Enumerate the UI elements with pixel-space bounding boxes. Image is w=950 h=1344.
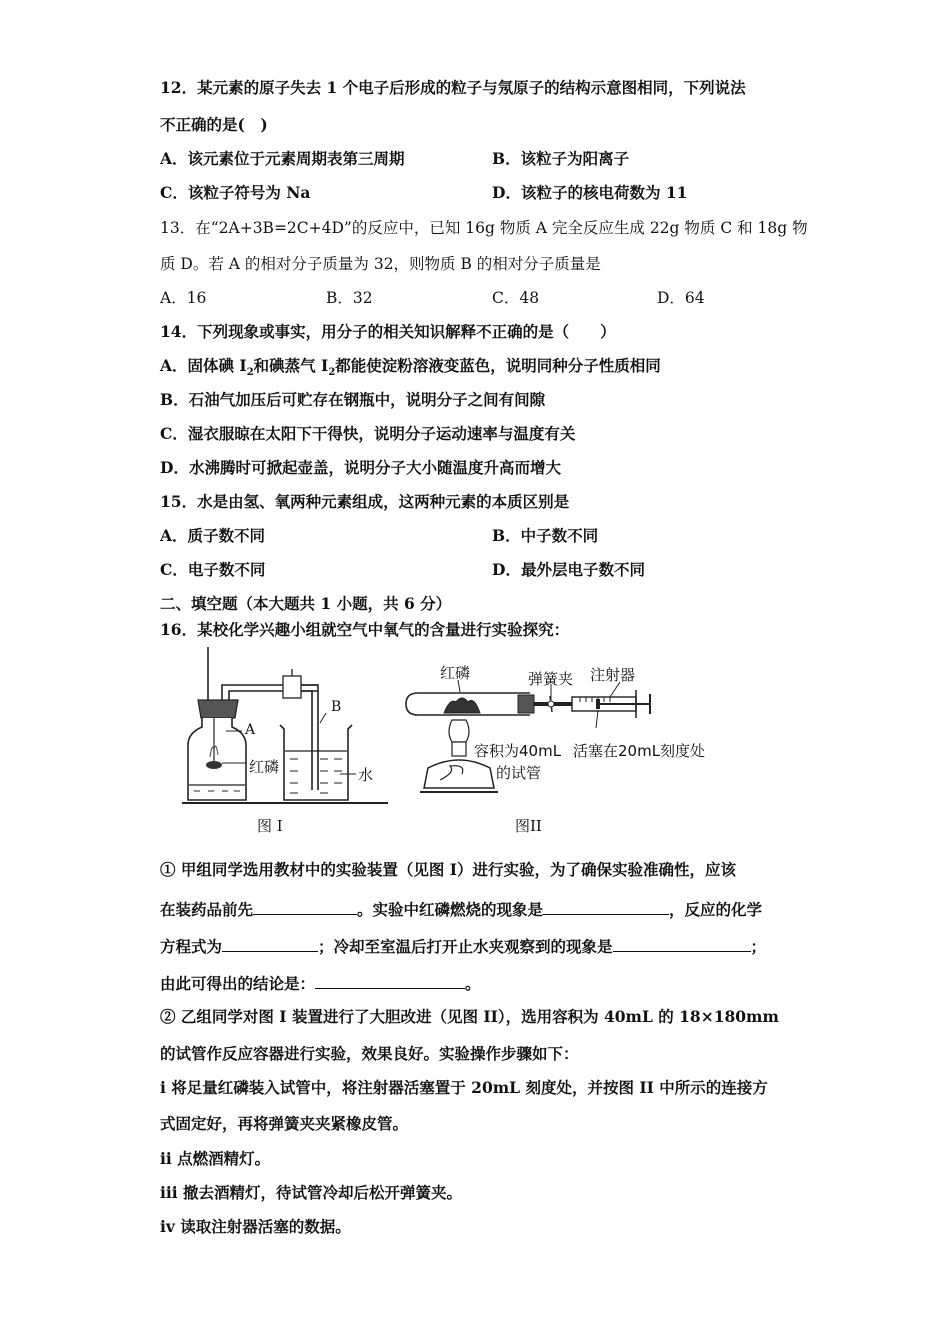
- q12-option-d: D．该粒子的核电荷数为 11: [492, 183, 688, 202]
- label-b: B: [331, 699, 342, 715]
- q13-option-c: C．48: [492, 289, 540, 307]
- q12-stem-line1: 12．某元素的原子失去 1 个电子后形成的粒子与氖原子的结构示意图相同，下列说法: [160, 78, 746, 97]
- answer-blank-1[interactable]: [253, 898, 357, 915]
- q12-stem-line2: 不正确的是( ): [160, 115, 268, 134]
- part2-line1: ② 乙组同学对图 I 装置进行了大胆改进（见图 II），选用容积为 40mL 的 18×180mm: [160, 1007, 779, 1026]
- clamp-icon: [283, 676, 301, 698]
- step1-line2: 式固定好，再将弹簧夹夹紧橡皮管。: [160, 1114, 409, 1133]
- q12-option-a: A．该元素位于元素周期表第三周期: [160, 149, 405, 168]
- figure-1-caption: 图 I: [257, 817, 283, 835]
- label-red-phosphorus-2: 红磷: [440, 664, 471, 682]
- q15-option-b: B．中子数不同: [492, 526, 599, 545]
- answer-blank-5[interactable]: [315, 972, 465, 989]
- q13-option-b: B．32: [326, 289, 373, 307]
- step2: ii 点燃酒精灯。: [160, 1149, 271, 1168]
- part1-line2: 在装药品前先 。实验中红磷燃烧的现象是 ，反应的化学: [160, 900, 763, 919]
- q14-option-b: B．石油气加压后可贮存在钢瓶中，说明分子之间有间隙: [160, 390, 546, 409]
- step3: iii 撤去酒精灯，待试管冷却后松开弹簧夹。: [160, 1183, 463, 1202]
- part1-line1: ① 甲组同学选用教材中的实验装置（见图 I）进行实验，为了确保实验准确性，应该: [160, 860, 737, 879]
- section-heading: 二、填空题（本大题共 1 小题，共 6 分）: [160, 594, 452, 613]
- q13-option-d: D．64: [657, 289, 705, 307]
- q12-option-c: C．该粒子符号为 Na: [160, 183, 311, 202]
- step1-line1: i 将足量红磷装入试管中，将注射器活塞置于 20mL 刻度处，并按图 II 中所示的连接方: [160, 1078, 768, 1097]
- label-a: A: [245, 722, 256, 738]
- q13-stem-line2: 质 D。若 A 的相对分子质量为 32，则物质 B 的相对分子质量是: [160, 255, 601, 273]
- answer-blank-2[interactable]: [543, 898, 669, 915]
- figure-1-apparatus: [180, 645, 390, 810]
- step4: iv 读取注射器活塞的数据。: [160, 1217, 351, 1236]
- q13-stem-line1: 13．在“2A+3B=2C+4D”的反应中，已知 16g 物质 A 完全反应生成 22g 物质 C 和 18g 物: [160, 219, 808, 237]
- q13-option-a: A．16: [160, 289, 207, 307]
- q15-stem: 15．水是由氢、氧两种元素组成，这两种元素的本质区别是: [160, 492, 570, 511]
- part2-line2: 的试管作反应容器进行实验，效果良好。实验操作步骤如下：: [160, 1044, 579, 1063]
- part1-line4: 由此可得出的结论是： 。: [160, 974, 481, 993]
- answer-blank-4[interactable]: [613, 935, 751, 952]
- label-red-phosphorus-1: 红磷: [249, 758, 280, 776]
- label-syringe: 注射器: [590, 666, 636, 684]
- answer-blank-3[interactable]: [222, 935, 318, 952]
- q14-option-a: A．固体碘 $I_2$和碘蒸气 $I_2$都能使淀粉溶液变蓝色，说明同种分子性质相同: [160, 356, 661, 379]
- label-spring-clip: 弹簧夹: [528, 670, 574, 688]
- q15-option-a: A．质子数不同: [160, 526, 266, 545]
- label-piston: 活塞在20mL刻度处: [573, 742, 706, 760]
- part1-line3: 方程式为 ；冷却至室温后打开止水夹观察到的现象是 ；: [160, 937, 767, 956]
- q12-option-b: B．该粒子为阳离子: [492, 149, 630, 168]
- q15-option-d: D．最外层电子数不同: [492, 560, 645, 579]
- q14-stem: 14．下列现象或事实，用分子的相关知识解释不正确的是（ ）: [160, 322, 616, 341]
- q15-option-c: C．电子数不同: [160, 560, 266, 579]
- q14-option-c: C．湿衣服晾在太阳下干得快，说明分子运动速率与温度有关: [160, 424, 576, 443]
- label-water: 水: [358, 766, 374, 784]
- q14-option-d: D．水沸腾时可掀起壶盖，说明分子大小随温度升高而增大: [160, 458, 561, 477]
- label-tube: 的试管: [496, 764, 542, 782]
- label-tube-volume: 容积为40mL: [474, 742, 562, 760]
- q16-stem: 16．某校化学兴趣小组就空气中氧气的含量进行实验探究：: [160, 620, 570, 639]
- figure-2-caption: 图II: [515, 817, 542, 835]
